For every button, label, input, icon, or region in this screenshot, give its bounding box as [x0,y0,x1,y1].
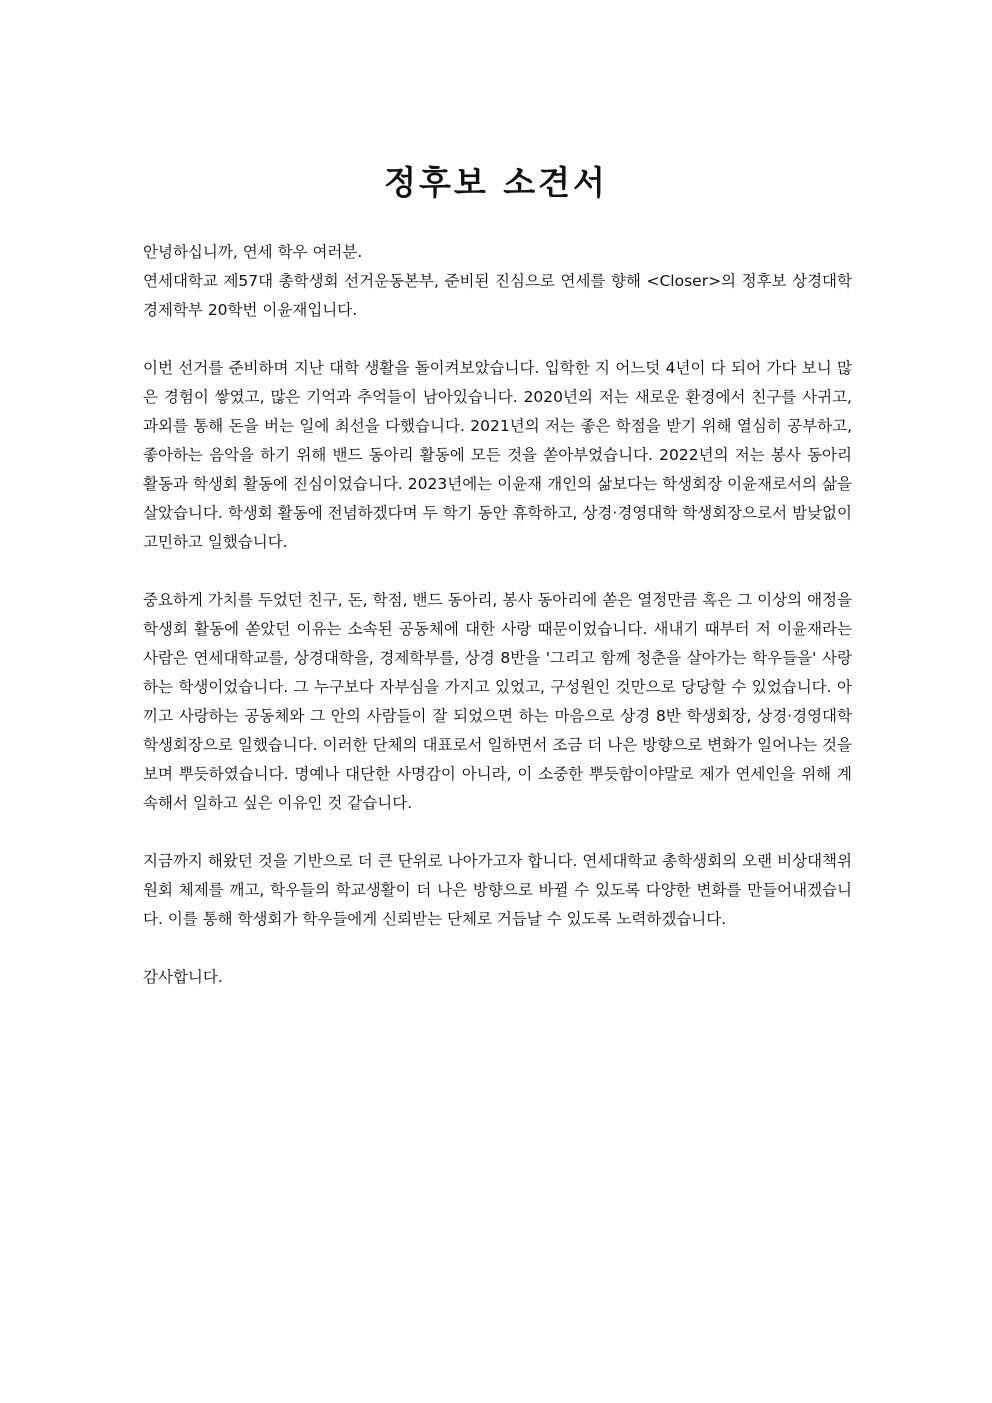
closing-paragraph: 감사합니다. [143,968,223,986]
greeting-paragraph: 안녕하십니까, 연세 학우 여러분. [143,243,363,261]
paragraph-gap [143,325,852,354]
paragraph-gap [143,934,852,963]
document-body [143,238,852,992]
body-paragraph: 이번 선거를 준비하며 지난 대학 생활을 돌이켜보았습니다. 입학한 지 어느덧 4년이 다 되어 가다 보니 많은 경험이 쌓였고, 많은 기억과 추억들이 남아있습니다. 2020년의 저는 새로운 환경에서 친구를 사귀고, 과외를 통해 돈을 버는 일에 최선을 다했습니다. 2021년의 저는 좋은 학점을 받기 위해 열심히 공부하고, 좋아하는 음악을 하기 위해 밴드 동아리 활동에 모든 것을 쏟아부었습니다. 2022년의 저는 봉사 동아리 활동과 학생회 활동에 진심이었습니다. 2023년에는 이윤재 개인의 삶보다는 학생회장 이윤재로서의 삶을 살았습니다. 학생회 활동에 전념하겠다며 두 학기 동안 휴학하고, 상경·경영대학 학생회장으로서 밤낮없이 고민하고 일했습니다. [143,359,852,551]
paragraph-gap [143,818,852,847]
paragraph-gap [143,557,852,586]
document-title: 정후보 소견서 [384,163,608,202]
body-paragraph: 중요하게 가치를 두었던 친구, 돈, 학점, 밴드 동아리, 봉사 동아리에 쏟은 열정만큼 혹은 그 이상의 애정을 학생회 활동에 쏟았던 이유는 소속된 공동체에 대한 사랑 때문이었습니다. 새내기 때부터 저 이윤재라는 사람은 연세대학교를, 상경대학을, 경제학부를, 상경 8반을 '그리고 함께 청춘을 살아가는 학우들을' 사랑하는 학생이었습니다. 그 누구보다 자부심을 가지고 있었고, 구성원인 것만으로 당당할 수 있었습니다. 아끼고 사랑하는 공동체와 그 안의 사람들이 잘 되었으면 하는 마음으로 상경 8반 학생회장, 상경·경영대학 학생회장으로 일했습니다. 이러한 단체의 대표로서 일하면서 조금 더 나은 방향으로 변화가 일어나는 것을 보며 뿌듯하였습니다. 명예나 대단한 사명감이 아니라, 이 소중한 뿌듯함이야말로 제가 연세인을 위해 계속해서 일하고 싶은 이유인 것 같습니다. [143,591,852,812]
intro-paragraph: 연세대학교 제57대 총학생회 선거운동본부, 준비된 진심으로 연세를 향해 <Closer>의 정후보 상경대학 경제학부 20학번 이윤재입니다. [143,272,852,319]
body-paragraph: 지금까지 해왔던 것을 기반으로 더 큰 단위로 나아가고자 합니다. 연세대학교 총학생회의 오랜 비상대책위원회 체제를 깨고, 학우들의 학교생활이 더 나은 방향으로 바뀔 수 있도록 다양한 변화를 만들어내겠습니다. 이를 통해 학생회가 학우들에게 신뢰받는 단체로 거듭날 수 있도록 노력하겠습니다. [143,852,852,928]
